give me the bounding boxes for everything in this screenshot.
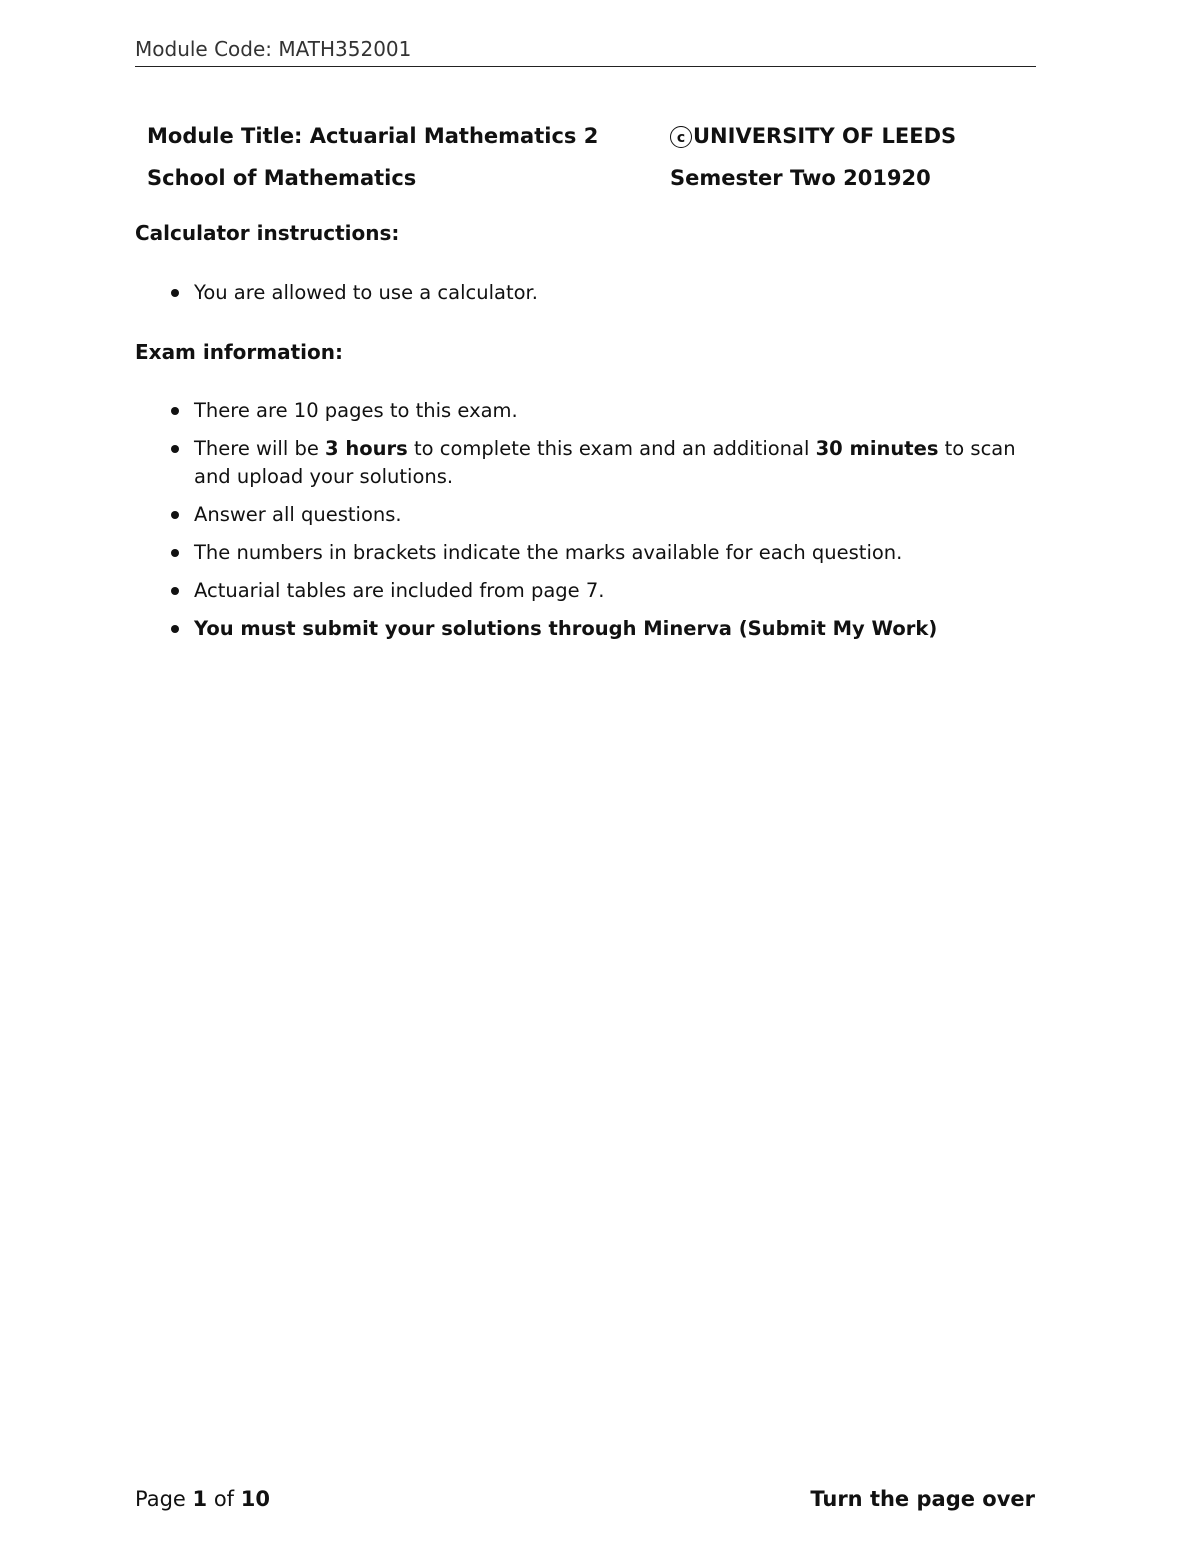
bullet-icon — [171, 587, 179, 595]
list-item — [135, 397, 1035, 425]
calculator-item-text: You are allowed to use a calculator. — [194, 281, 538, 304]
title-row-2 — [147, 164, 1027, 206]
bullet-icon — [171, 549, 179, 557]
list-item — [135, 279, 1035, 307]
running-header — [135, 36, 1036, 67]
item-time-text — [194, 437, 1016, 488]
turn-over-note: Turn the page over — [810, 1487, 1035, 1511]
module-title: Module Title: Actuarial Mathematics 2 — [147, 124, 599, 148]
bullet-icon — [171, 289, 179, 297]
time-text-part: to complete this exam and an additional — [407, 437, 816, 460]
exam-info-list — [135, 397, 1035, 653]
calculator-heading: Calculator instructions: — [135, 221, 400, 245]
list-item — [135, 615, 1035, 643]
exam-info-heading: Exam information: — [135, 340, 343, 364]
bullet-icon — [171, 625, 179, 633]
page-number — [135, 1486, 270, 1512]
university-name: UNIVERSITY OF LEEDS — [693, 124, 957, 148]
list-item — [135, 435, 1035, 491]
bullet-icon — [171, 407, 179, 415]
list-item — [135, 539, 1035, 567]
time-text-part: There will be — [194, 437, 326, 460]
semester: Semester Two 201920 — [670, 166, 931, 190]
item-marks-text: The numbers in brackets indicate the marks available for each question. — [194, 541, 903, 564]
time-text-part: to scan and upload your solutions. — [194, 437, 1016, 488]
calculator-list — [135, 279, 1035, 317]
item-pages-text: There are 10 pages to this exam. — [194, 399, 518, 422]
item-answer-text: Answer all questions. — [194, 503, 402, 526]
bullet-icon — [171, 445, 179, 453]
duration-hours: 3 hours — [325, 437, 408, 460]
page-total: 10 — [240, 1487, 270, 1511]
copyright-icon: c — [670, 126, 692, 148]
bullet-icon — [171, 511, 179, 519]
title-block — [147, 122, 1027, 206]
module-code: Module Code: MATH352001 — [135, 37, 412, 61]
page-prefix: Page — [135, 1487, 193, 1511]
copyright-line — [670, 122, 956, 150]
duration-minutes: 30 minutes — [815, 437, 939, 460]
page-of: of — [207, 1487, 241, 1511]
list-item — [135, 501, 1035, 529]
school-name: School of Mathematics — [147, 166, 417, 190]
item-tables-text: Actuarial tables are included from page 7. — [194, 579, 605, 602]
page-current: 1 — [192, 1487, 208, 1511]
title-row-1 — [147, 122, 1027, 164]
item-submit-text: You must submit your solutions through Minerva (Submit My Work) — [194, 617, 938, 640]
list-item — [135, 577, 1035, 605]
